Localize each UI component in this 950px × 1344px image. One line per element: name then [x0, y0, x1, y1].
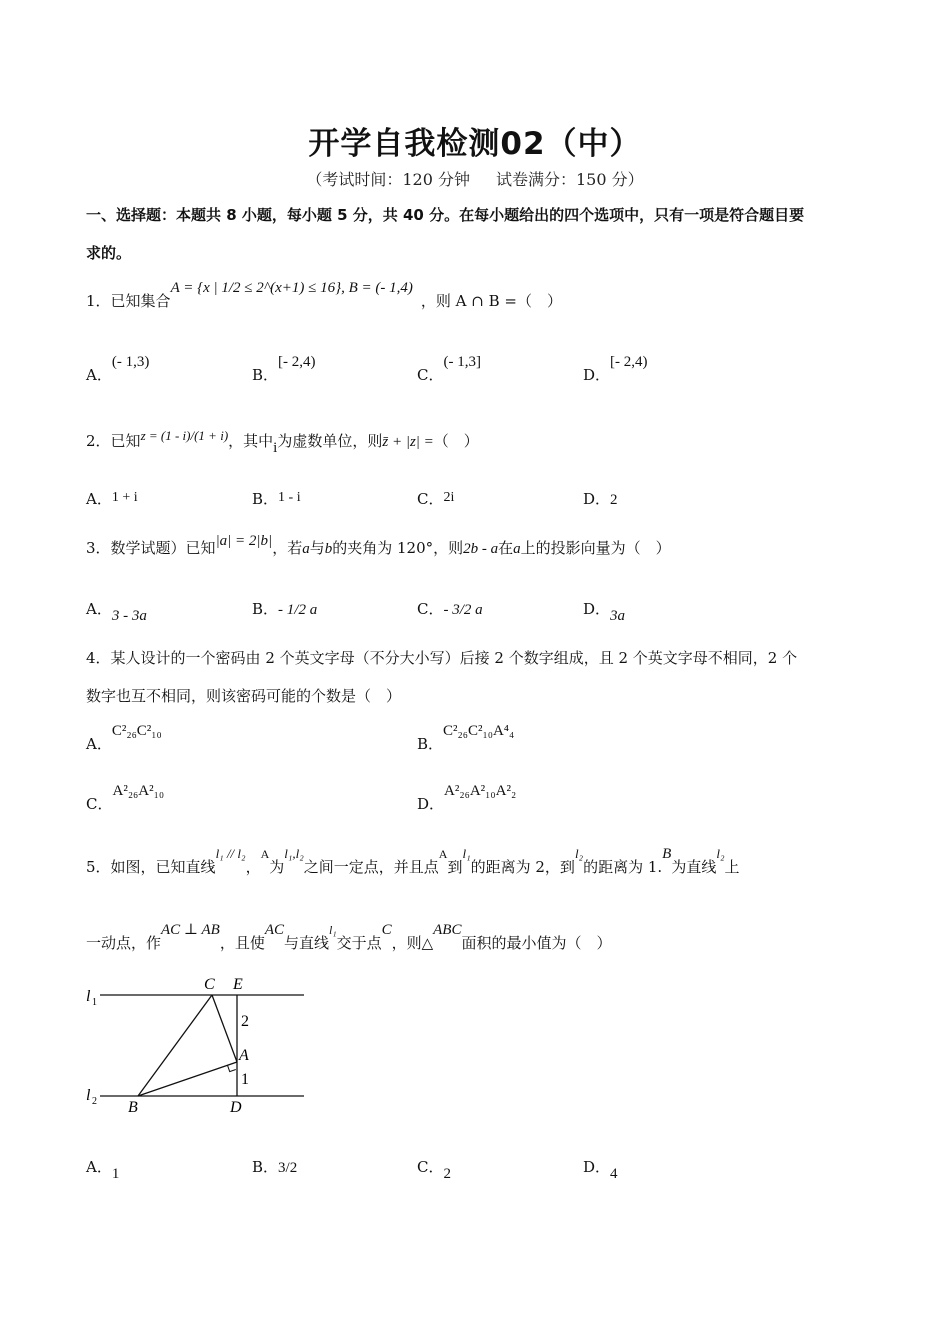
q5-option-d[interactable]: D．4: [583, 1158, 618, 1182]
question-2: 2．已知z = (1 - i)/(1 + i)，其中i为虚数单位，则z̄ + |z| =（ ）: [86, 428, 479, 456]
label-B: B: [128, 1099, 138, 1116]
q1-option-c-value: (- 1,3]: [443, 354, 481, 370]
section-heading-line2: 求的。: [86, 244, 132, 262]
geometry-figure: [82, 970, 312, 1118]
q3-option-b[interactable]: B．- 1/2 a: [252, 600, 318, 618]
section-heading: [86, 196, 866, 272]
q4-number: 4．: [86, 649, 111, 667]
segment-CA: [212, 995, 237, 1062]
q2-option-a[interactable]: A．1 + i: [86, 490, 138, 508]
q5-option-a[interactable]: A．1: [86, 1158, 120, 1182]
exam-time: （考试时间：120 分钟: [306, 170, 470, 189]
q2-formula: z̄ + |z| =: [382, 434, 434, 450]
q1-number: 1．: [86, 292, 111, 310]
q3-option-c[interactable]: C．- 3/2 a: [417, 600, 483, 618]
q2-formula-z: z = (1 - i)/(1 + i): [140, 428, 229, 443]
q1-set-b: , B = (- 1,4): [341, 280, 413, 296]
q1-option-b-value: [- 2,4): [278, 354, 316, 370]
q4-option-c[interactable]: C．A²₂₆A²₁₀: [86, 783, 165, 813]
q1-option-d[interactable]: D．[- 2,4): [583, 354, 648, 384]
question-1: [86, 280, 562, 311]
label-distance-1: 1: [241, 1071, 249, 1088]
q3-option-a[interactable]: A．3 - 3a: [86, 600, 147, 624]
q2-number: 2．: [86, 432, 111, 450]
q2-option-d[interactable]: D．2: [583, 490, 618, 508]
q2-option-c[interactable]: C．2i: [417, 490, 455, 508]
label-D: D: [230, 1099, 242, 1116]
q4-option-b[interactable]: B．C²₂₆C²₁₀A⁴₄: [417, 723, 515, 753]
q3-option-d[interactable]: D．3a: [583, 600, 626, 624]
q4-line1: 某人设计的一个密码由 2 个英文字母（不分大小写）后接 2 个数字组成，且 2 个英文字母不相同，2 个: [110, 649, 798, 667]
label-distance-2: 2: [241, 1013, 249, 1030]
segment-CB: [138, 995, 212, 1096]
question-5: 5．如图，已知直线l₁ // l₂，$^A$为l₁,l₂之间一定点，并且点$^A$到l₁的距离为 2，到l₂的距离为 1.B为直线l₂上: [86, 846, 740, 876]
question-5-line2: 一动点，作AC ⊥ AB，且使AC与直线$^{l_1}$交于点C，则△ABC面积的最小值为（ ）: [86, 922, 612, 952]
q1-option-d-value: [- 2,4): [610, 354, 648, 370]
label-E: E: [233, 976, 243, 993]
label-l1: l: [86, 988, 91, 1005]
q3-formula-1: |a| = 2|b|: [215, 533, 273, 549]
exam-score: 试卷满分：150 分）: [496, 170, 644, 189]
section-heading-line1: 一、选择题：本题共 8 小题，每小题 5 分，共 40 分。在每小题给出的四个选项中，只有一项是符合题目要: [86, 206, 805, 224]
right-angle-mark: [228, 1065, 236, 1071]
q1-text: 已知集合: [110, 292, 171, 310]
label-l2-sub: 2: [92, 1096, 97, 1107]
q4-option-d[interactable]: D．A²₂₆A²₁₀A²₂: [417, 783, 517, 813]
q5-option-c[interactable]: C．2: [417, 1158, 451, 1182]
label-C: C: [204, 976, 215, 993]
question-4: [86, 647, 797, 668]
label-A: A: [239, 1047, 249, 1064]
q1-option-a[interactable]: A．(- 1,3): [86, 354, 150, 384]
q3-formula-2: 2b - a: [463, 541, 499, 557]
q1-set-a: A = {x | 1/2 ≤ 2^(x+1) ≤ 16}: [170, 280, 342, 296]
label-l1-sub: 1: [92, 997, 97, 1008]
q2-option-b[interactable]: B．1 - i: [252, 490, 301, 508]
exam-info: [0, 167, 950, 190]
segment-BA: [138, 1062, 237, 1096]
q5-option-b[interactable]: B．3/2: [252, 1158, 298, 1176]
label-l2: l: [86, 1087, 91, 1104]
q3-number: 3．: [86, 539, 111, 557]
q1-option-c[interactable]: C．(- 1,3]: [417, 354, 481, 384]
q4-option-a[interactable]: A．C²₂₆C²₁₀: [86, 723, 162, 753]
question-3: 3．数学试题）已知|a| = 2|b|，若a与b的夹角为 120°，则2b - a在a上的投影向量为（ ）: [86, 533, 671, 557]
page-title: 开学自我检测02（中）: [308, 126, 642, 162]
q1-option-a-value: (- 1,3): [111, 354, 150, 370]
question-4-line2: 数字也互不相同，则该密码可能的个数是（ ）: [86, 687, 402, 705]
q1-option-b[interactable]: B．[- 2,4): [252, 354, 316, 384]
q1-tail: ，则 A ∩ B =（ ）: [420, 292, 562, 310]
